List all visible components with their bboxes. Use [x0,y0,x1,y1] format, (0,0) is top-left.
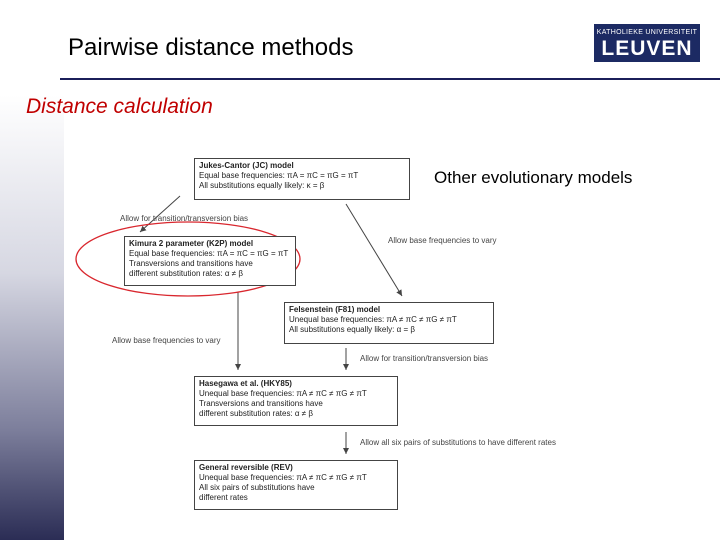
model-box-rev [194,460,398,510]
model-detail: Equal base frequencies: πA = πC = πG = πT [129,249,289,258]
model-detail: All six pairs of substitutions have [199,483,315,492]
model-box-k2p [124,236,296,286]
model-detail: All substitutions equally likely: α = β [289,325,415,334]
edge-jc-f81 [346,204,402,296]
logo-main-text: LEUVEN [601,37,693,60]
model-detail: different rates [199,493,248,502]
model-detail: Transversions and transitions have [129,259,253,268]
section-subtitle: Distance calculation [26,95,213,118]
model-detail: different substitution rates: α ≠ β [199,409,313,418]
model-box-hky [194,376,398,426]
model-detail: Unequal base frequencies: πA ≠ πC ≠ πG ≠ πT [199,389,367,398]
model-detail: different substitution rates: α ≠ β [129,269,243,278]
logo-top-text: KATHOLIEKE UNIVERSITEIT [596,29,698,36]
model-detail: Unequal base frequencies: πA ≠ πC ≠ πG ≠ πT [289,315,457,324]
model-detail: Transversions and transitions have [199,399,323,408]
model-box-jc [194,158,410,200]
model-name: Kimura 2 parameter (K2P) model [129,239,254,248]
edge-label-jc-k2p: Allow for transition/transversion bias [120,214,249,223]
edge-label-hky-rev: Allow all six pairs of substitutions to have different rates [360,438,556,447]
model-detail: Equal base frequencies: πA = πC = πG = πT [199,171,359,180]
model-detail: All substitutions equally likely: κ = β [199,181,325,190]
model-name: Hasegawa et al. (HKY85) [199,379,292,388]
other-models-label: Other evolutionary models [434,168,633,187]
model-name: Jukes-Cantor (JC) model [199,161,294,170]
page-title: Pairwise distance methods [68,34,354,61]
model-name: Felsenstein (F81) model [289,305,381,314]
edge-label-k2p-hky: Allow base frequencies to vary [112,336,221,345]
model-box-f81 [284,302,494,344]
model-name: General reversible (REV) [199,463,293,472]
model-detail: Unequal base frequencies: πA ≠ πC ≠ πG ≠ πT [199,473,367,482]
edge-label-f81-hky: Allow for transition/transversion bias [360,354,489,363]
edge-label-jc-f81: Allow base frequencies to vary [388,236,497,245]
